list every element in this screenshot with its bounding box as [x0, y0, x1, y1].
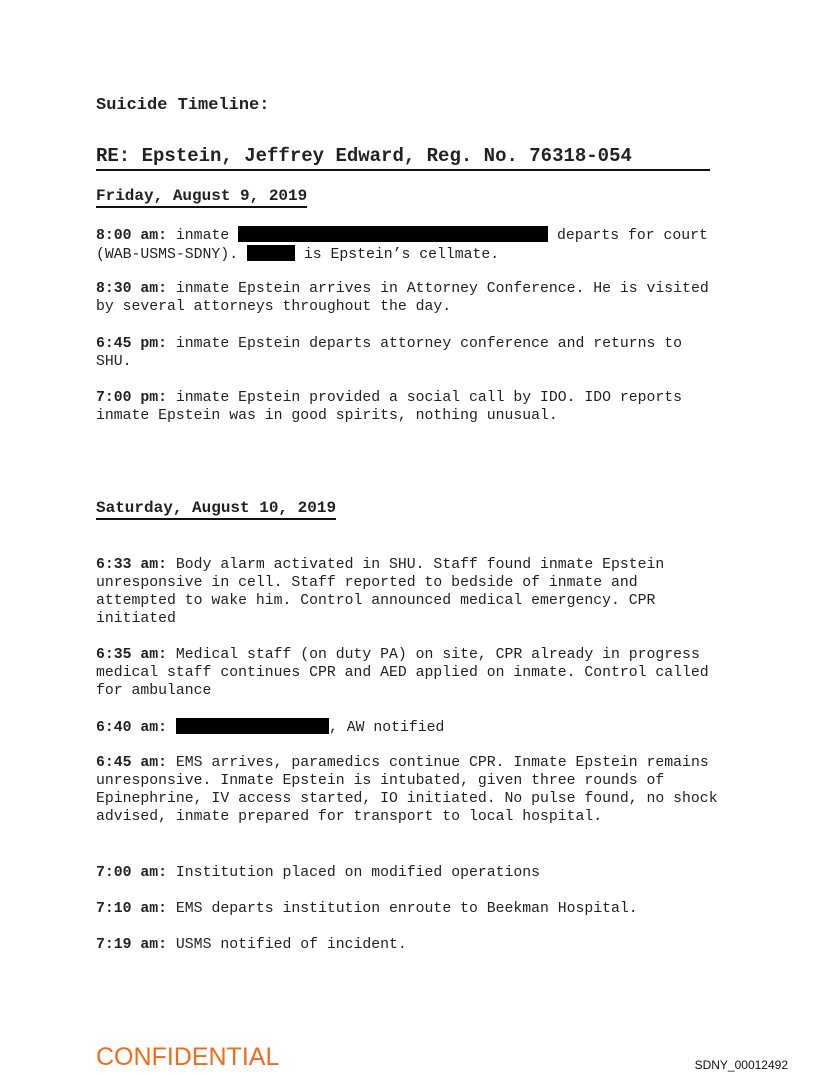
entry-text: inmate Epstein arrives in Attorney Conference. He is visited by several attorneys throughout the day.	[96, 281, 709, 315]
document-title: Suicide Timeline:	[96, 96, 270, 115]
entry-time: 6:45 am:	[96, 755, 168, 771]
entry-text: departs for court (WAB-USMS-SDNY).	[96, 228, 708, 263]
entry-time: 7:10 am:	[96, 901, 168, 917]
entry-time: 6:35 am:	[96, 647, 168, 663]
entry-text: inmate	[167, 228, 239, 244]
entry-text: EMS arrives, paramedics continue CPR. Inmate Epstein remains unresponsive. Inmate Epstein is intubated, given three rounds of Epinephrine, IV access started, IO initiated. No pulse found, no shock advised, inmate prepared for transport to local hospital.	[96, 755, 718, 825]
bates-number: SDNY_00012492	[694, 1058, 788, 1072]
entry-text: Body alarm activated in SHU. Staff found inmate Epstein unresponsive in cell. Staff reported to bedside of inmate and attempted to wake him. Control announced medical emergency. CPR initiated	[96, 557, 665, 627]
entry-text: is Epstein’s cellmate.	[294, 247, 500, 263]
timeline-entry	[96, 754, 721, 826]
entry-text: Medical staff (on duty PA) on site, CPR already in progress medical staff continues CPR and AED applied on inmate. Control called for ambulance	[96, 647, 709, 699]
timeline-entry	[96, 556, 721, 628]
redaction-block	[247, 245, 295, 261]
timeline-entry	[96, 389, 721, 425]
timeline-entry	[96, 226, 721, 264]
entry-time: 6:40 am:	[96, 720, 168, 736]
entry-time: 8:00 am:	[96, 228, 168, 244]
entry-text: Institution placed on modified operations	[167, 865, 540, 881]
timeline-entry	[96, 718, 721, 737]
entry-text: USMS notified of incident.	[167, 937, 407, 953]
entry-time: 8:30 am:	[96, 281, 168, 297]
timeline-entry	[96, 280, 721, 316]
entry-time: 7:19 am:	[96, 937, 168, 953]
timeline-entry	[96, 864, 721, 882]
entry-text: inmate Epstein provided a social call by IDO. IDO reports inmate Epstein was in good spirits, nothing unusual.	[96, 390, 683, 424]
redaction-block	[176, 718, 329, 734]
entry-time: 7:00 am:	[96, 865, 168, 881]
entry-text: inmate Epstein departs attorney conference and returns to SHU.	[96, 336, 683, 370]
subject-line: RE: Epstein, Jeffrey Edward, Reg. No. 76318-054	[96, 145, 710, 171]
redaction-block	[238, 226, 548, 242]
timeline-entry	[96, 936, 721, 954]
timeline-entry	[96, 335, 721, 371]
confidential-label: CONFIDENTIAL	[96, 1043, 280, 1071]
timeline-entry	[96, 646, 721, 700]
entry-text: EMS departs institution enroute to Beekman Hospital.	[167, 901, 638, 917]
day-heading-friday: Friday, August 9, 2019	[96, 187, 307, 208]
entry-time: 6:33 am:	[96, 557, 168, 573]
timeline-entry	[96, 900, 721, 918]
entry-text: , AW notified	[328, 720, 445, 736]
day-heading-saturday: Saturday, August 10, 2019	[96, 499, 336, 520]
entry-time: 6:45 pm:	[96, 336, 168, 352]
entry-time: 7:00 pm:	[96, 390, 168, 406]
